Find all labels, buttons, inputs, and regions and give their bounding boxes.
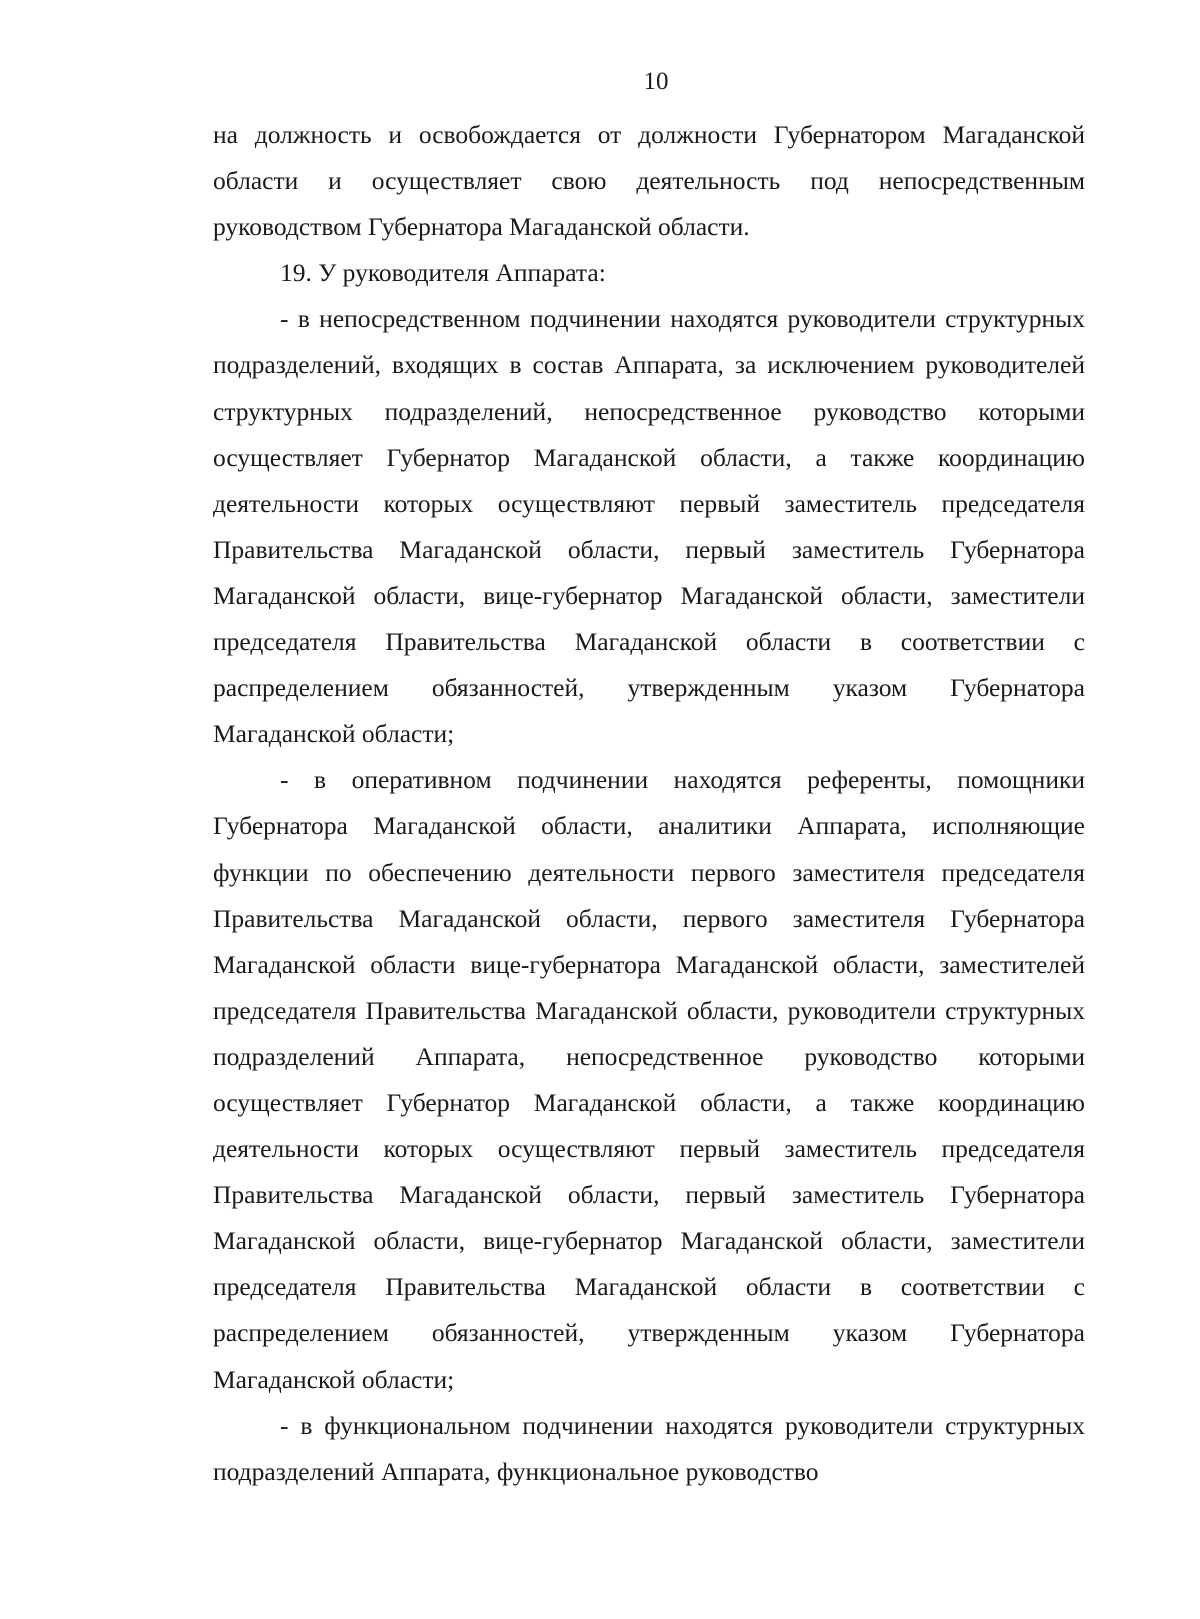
page-number: 10 — [643, 68, 669, 95]
paragraph-functional-subordination: - в функциональном подчинении находятся руководители структурных подразделений Аппарата, функциональное руководство — [213, 1410, 1085, 1486]
paragraph-section-heading: 19. У руководителя Аппарата: — [280, 258, 606, 288]
paragraph-continuation: на должность и освобождается от должности Губернатором Магаданской области и осуществляет свою деятельность под непосредственным руководством Губернатора Магаданской области. — [213, 120, 1085, 242]
document-body — [213, 112, 1085, 1495]
paragraph-direct-subordination: - в непосредственном подчинении находятся руководители структурных подразделений, входящих в состав Аппарата, за исключением руководителей структурных подразделений, непосредственное руководство которыми осуществляет Губернатор Магаданской области, а также координацию деятельности которых осуществляют первый заместитель председателя Правительства Магаданской области, первый заместитель Губернатора Магаданской области, вице-губернатор Магаданской области, заместители председателя Правительства Магаданской области в соответствии с распределением обязанностей, утвержденным указом Губернатора Магаданской области; — [213, 304, 1085, 749]
paragraph-operational-subordination: - в оперативном подчинении находятся референты, помощники Губернатора Магаданской области, аналитики Аппарата, исполняющие функции по обеспечению деятельности первого заместителя председателя Правительства Магаданской области, первого заместителя Губернатора Магаданской области вице-губернатора Магаданской области, заместителей председателя Правительства Магаданской области, руководители структурных подразделений Аппарата, непосредственное руководство которыми осуществляет Губернатор Магаданской области, а также координацию деятельности которых осуществляют первый заместитель председателя Правительства Магаданской области, первый заместитель Губернатора Магаданской области, вице-губернатор Магаданской области, заместители председателя Правительства Магаданской области в соответствии с распределением обязанностей, утвержденным указом Губернатора Магаданской области; — [213, 765, 1085, 1394]
